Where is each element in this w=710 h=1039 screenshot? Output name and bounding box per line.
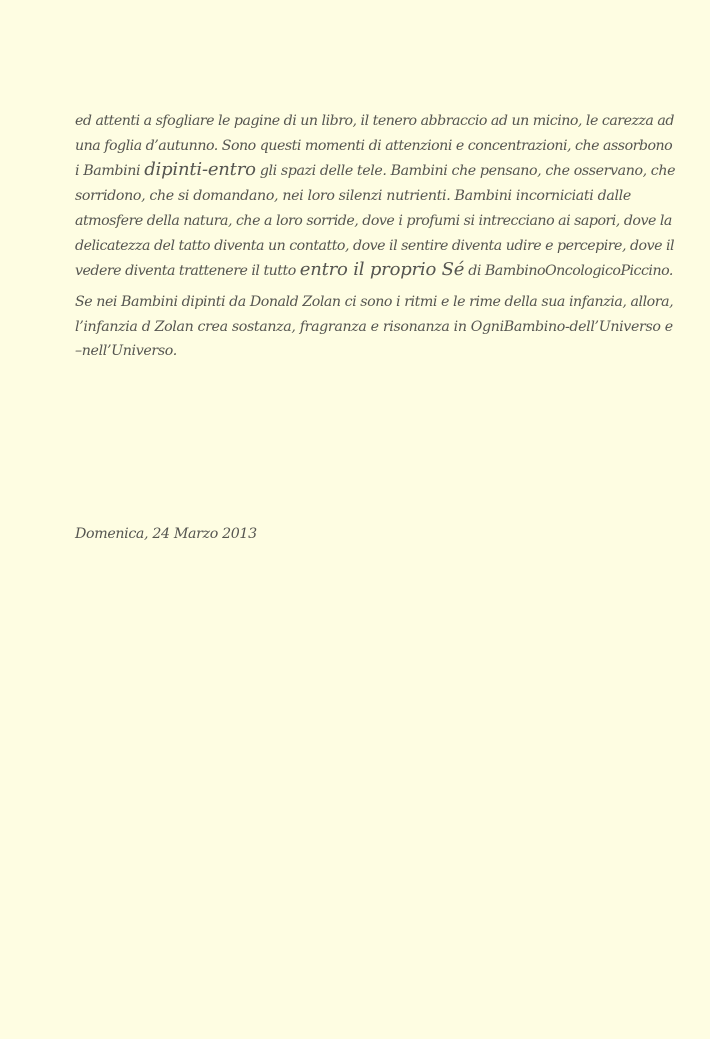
paragraph-1-line-4: sorridono, che si domandano, nei loro silenzi nutrienti. Bambini incorniciati dalle — [75, 188, 631, 205]
line-3-suffix: gli spazi delle tele. Bambini che pensano, che osservano, che — [255, 163, 676, 180]
emphasis-entro-il-proprio-se: entro il proprio Sé — [299, 259, 465, 281]
paragraph-1-line-1: ed attenti a sfogliare le pagine di un libro, il tenero abbraccio ad un micino, le carezza ad — [75, 113, 674, 129]
date-line: Domenica, 24 Marzo 2013 — [75, 526, 257, 542]
paragraph-2 — [75, 290, 675, 364]
line-3-prefix: i Bambini — [75, 163, 145, 180]
paragraph-2-line-3: –nell’Universo. — [75, 343, 177, 360]
paragraph-1-line-7 — [75, 258, 675, 284]
paragraph-1-line-3 — [75, 158, 675, 184]
paragraph-1-line-6: delicatezza del tatto diventa un contatto, dove il sentire diventa udire e percepire, dove il — [75, 237, 675, 254]
line-7-prefix: vedere diventa trattenere il tutto — [75, 263, 300, 280]
paragraph-1-line-2: una foglia d’autunno. Sono questi momenti di attenzioni e concentrazioni, che assorbono — [75, 137, 673, 154]
paragraph-2-line-1: Se nei Bambini dipinti da Donald Zolan ci sono i ritmi e le rime della sua infanzia, allora, — [75, 294, 674, 310]
paragraph-1-line-5: atmosfere della natura, che a loro sorride, dove i profumi si intrecciano ai sapori, dove la — [75, 212, 672, 229]
paragraph-2-line-2: l’infanzia d Zolan crea sostanza, fragranza e risonanza in OgniBambino-dell’Universo e — [75, 318, 673, 335]
line-7-suffix: di BambinoOncologicoPiccino. — [464, 263, 673, 280]
emphasis-dipinti-entro: dipinti-entro — [144, 159, 256, 181]
paragraph-1 — [75, 109, 675, 284]
